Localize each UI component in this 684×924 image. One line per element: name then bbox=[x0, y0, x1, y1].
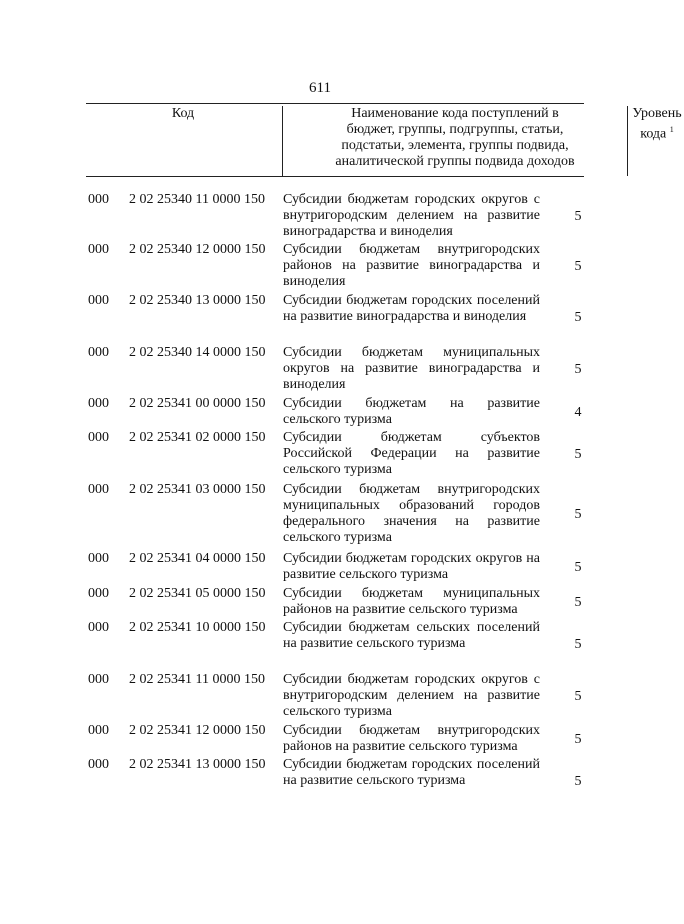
table-row bbox=[0, 551, 640, 586]
table-row bbox=[0, 586, 640, 620]
header-level bbox=[630, 106, 684, 143]
revenue-code: 2 02 25341 05 0000 150 bbox=[129, 586, 266, 601]
header-name-line: Наименование кода поступлений в bbox=[351, 106, 559, 121]
admin-code: 000 bbox=[88, 345, 109, 360]
table-row bbox=[0, 430, 640, 482]
revenue-code: 2 02 25341 10 0000 150 bbox=[129, 620, 266, 635]
page-number: 611 bbox=[309, 80, 331, 96]
revenue-name: Субсидии бюджетам на развитие сельского туризма bbox=[283, 396, 540, 427]
table-row bbox=[0, 723, 640, 757]
revenue-code: 2 02 25340 12 0000 150 bbox=[129, 242, 266, 257]
code-level: 5 bbox=[574, 507, 582, 522]
revenue-name: Субсидии бюджетам муниципальных районов на развитие сельского туризма bbox=[283, 586, 540, 617]
revenue-code: 2 02 25340 13 0000 150 bbox=[129, 293, 266, 308]
revenue-code: 2 02 25341 00 0000 150 bbox=[129, 396, 266, 411]
table-row bbox=[0, 620, 640, 672]
revenue-name: Субсидии бюджетам городских поселений на развитие виноградарства и виноделия bbox=[283, 293, 540, 324]
code-level: 5 bbox=[574, 560, 582, 575]
revenue-name: Субсидии бюджетам внутригородских муниципальных образований городов федерального значения на развитие сельского туризма bbox=[283, 482, 540, 545]
footnote-marker: 1 bbox=[669, 125, 674, 134]
code-level: 5 bbox=[574, 259, 582, 274]
revenue-name: Субсидии бюджетам городских поселений на развитие сельского туризма bbox=[283, 757, 540, 788]
code-level: 5 bbox=[574, 732, 582, 747]
admin-code: 000 bbox=[88, 586, 109, 601]
revenue-code: 2 02 25341 03 0000 150 bbox=[129, 482, 266, 497]
revenue-name: Субсидии бюджетам городских округов с внутригородским делением на развитие виноградарства и виноделия bbox=[283, 192, 540, 239]
admin-code: 000 bbox=[88, 620, 109, 635]
table-row bbox=[0, 345, 640, 396]
code-level: 5 bbox=[574, 447, 582, 462]
revenue-code: 2 02 25341 04 0000 150 bbox=[129, 551, 266, 566]
revenue-code: 2 02 25340 14 0000 150 bbox=[129, 345, 266, 360]
table-row bbox=[0, 396, 640, 430]
admin-code: 000 bbox=[88, 242, 109, 257]
revenue-name: Субсидии бюджетам сельских поселений на развитие сельского туризма bbox=[283, 620, 540, 651]
admin-code: 000 bbox=[88, 723, 109, 738]
revenue-name: Субсидии бюджетам внутригородских районов на развитие сельского туризма bbox=[283, 723, 540, 754]
revenue-code: 2 02 25341 02 0000 150 bbox=[129, 430, 266, 445]
admin-code: 000 bbox=[88, 396, 109, 411]
revenue-name: Субсидии бюджетам субъектов Российской Федерации на развитие сельского туризма bbox=[283, 430, 540, 477]
header-level-line1: Уровень bbox=[632, 106, 682, 121]
admin-code: 000 bbox=[88, 192, 109, 207]
admin-code: 000 bbox=[88, 551, 109, 566]
code-level: 5 bbox=[574, 310, 582, 325]
admin-code: 000 bbox=[88, 482, 109, 497]
header-name-line: бюджет, группы, подгруппы, статьи, bbox=[346, 122, 564, 137]
table-row bbox=[0, 242, 640, 293]
admin-code: 000 bbox=[88, 757, 109, 772]
revenue-name: Субсидии бюджетам городских округов на развитие сельского туризма bbox=[283, 551, 540, 582]
code-level: 5 bbox=[574, 689, 582, 704]
admin-code: 000 bbox=[88, 293, 109, 308]
revenue-code: 2 02 25341 13 0000 150 bbox=[129, 757, 266, 772]
code-level: 4 bbox=[574, 405, 582, 420]
revenue-name: Субсидии бюджетам городских округов с внутригородским делением на развитие сельского туризма bbox=[283, 672, 540, 719]
header-name-line: подстатьи, элемента, группы подвида, bbox=[341, 138, 569, 153]
header-name-line: аналитической группы подвида доходов bbox=[335, 154, 575, 169]
revenue-code: 2 02 25340 11 0000 150 bbox=[129, 192, 265, 207]
table-row bbox=[0, 482, 640, 551]
revenue-code: 2 02 25341 12 0000 150 bbox=[129, 723, 266, 738]
code-level: 5 bbox=[574, 637, 582, 652]
table-header bbox=[86, 103, 682, 177]
revenue-name: Субсидии бюджетам внутригородских районов на развитие виноградарства и виноделия bbox=[283, 242, 540, 289]
table-body bbox=[0, 192, 640, 809]
table-row bbox=[0, 757, 640, 809]
table-row bbox=[0, 293, 640, 345]
table-row bbox=[0, 672, 640, 723]
revenue-code: 2 02 25341 11 0000 150 bbox=[129, 672, 265, 687]
revenue-name: Субсидии бюджетам муниципальных округов на развитие виноградарства и виноделия bbox=[283, 345, 540, 392]
header-name bbox=[282, 106, 628, 176]
header-level-line2: кода bbox=[640, 126, 667, 142]
code-level: 5 bbox=[574, 209, 582, 224]
admin-code: 000 bbox=[88, 430, 109, 445]
code-level: 5 bbox=[574, 362, 582, 377]
admin-code: 000 bbox=[88, 672, 109, 687]
code-level: 5 bbox=[574, 595, 582, 610]
code-level: 5 bbox=[574, 774, 582, 789]
header-code: Код bbox=[171, 106, 195, 121]
table-row bbox=[0, 192, 640, 242]
